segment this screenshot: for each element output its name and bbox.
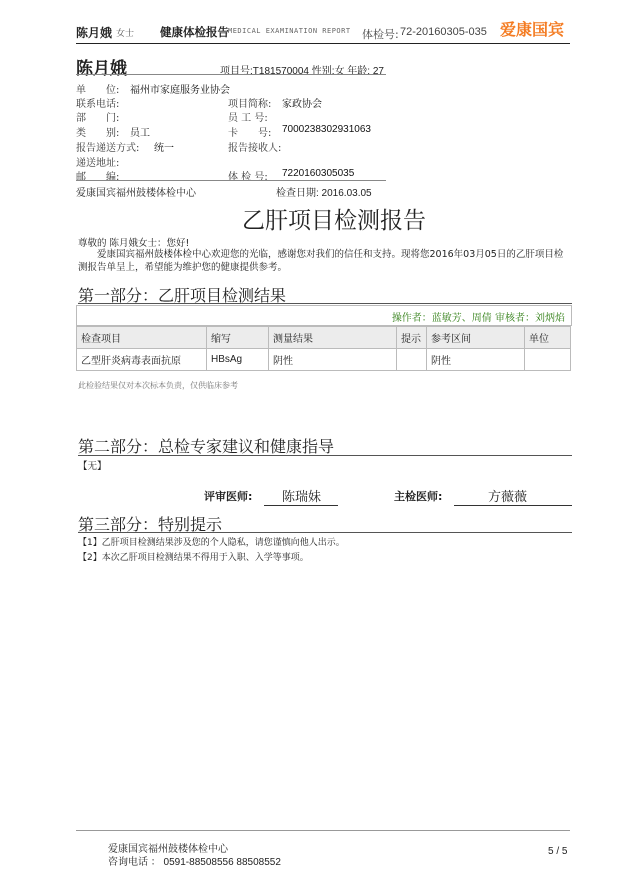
- section2-title: 第二部分：总检专家建议和健康指导: [78, 437, 335, 456]
- section1-title: 第一部分：乙肝项目检测结果: [78, 286, 287, 305]
- footer-divider: [76, 830, 570, 831]
- col-header-item: 检查项目: [77, 327, 207, 349]
- cell-item: 乙型肝炎病毒表面抗原: [77, 349, 207, 371]
- cell-hint: [397, 349, 427, 371]
- director-label: 主检医师:: [394, 490, 443, 503]
- cell-unit: [525, 349, 571, 371]
- field-value-card-no: 7000238302931063: [282, 124, 371, 135]
- tip-item: 【2】本次乙肝项目检测结果不得用于入职、入学等事项。: [78, 553, 309, 563]
- cell-result: 阴性: [269, 349, 397, 371]
- page-number: 5 / 5: [548, 846, 568, 857]
- table-row: [77, 349, 571, 371]
- director-signature-line: [454, 505, 572, 506]
- patient-meta: 项目号:T181570004 性别:女 年龄: 27: [220, 66, 384, 77]
- results-table: [76, 326, 571, 371]
- header-honorific: 女士: [116, 29, 135, 39]
- brand-logo: 爱康国宾: [500, 20, 565, 39]
- field-value-category: 员工: [130, 128, 150, 139]
- header-exam-no-label: 体检号:: [362, 28, 399, 41]
- report-title: 乙肝项目检测报告: [242, 208, 426, 234]
- reviewer-signature-line: [264, 505, 338, 506]
- section1-divider: [78, 303, 572, 304]
- col-header-ref: 参考区间: [427, 327, 525, 349]
- field-label-project: 项目简称:: [228, 99, 272, 110]
- check-date: 检查日期: 2016.03.05: [276, 188, 372, 199]
- field-label-unit: 单 位:: [76, 85, 120, 96]
- reviewer-signature: 陈瑞妹: [282, 490, 322, 505]
- fields-divider: [76, 180, 386, 181]
- field-value-unit: 福州市家庭服务业协会: [130, 85, 230, 96]
- footer-phone: 咨询电话 ： 0591-88508556 88508552: [108, 857, 281, 868]
- field-value-delivery: 统一: [154, 143, 174, 154]
- field-value-project: 家政协会: [282, 99, 322, 110]
- field-label-dept: 部 门:: [76, 113, 120, 124]
- section2-divider: [78, 455, 572, 456]
- col-header-result: 测量结果: [269, 327, 397, 349]
- field-label-postcode: 邮 编:: [76, 172, 120, 183]
- results-header-row: [77, 327, 571, 349]
- field-label-recipient: 报告接收人:: [228, 143, 282, 154]
- field-label-card-no: 卡 号:: [228, 128, 272, 139]
- exam-center-name: 爱康国宾福州鼓楼体检中心: [76, 188, 196, 199]
- tip-item: 【1】乙肝项目检测结果涉及您的个人隐私，请您谨慎向他人出示。: [78, 538, 345, 548]
- section2-content: 【无】: [78, 461, 107, 472]
- field-label-delivery: 报告递送方式:: [76, 143, 140, 154]
- results-disclaimer: 此检验结果仅对本次标本负责，仅供临床参考: [78, 381, 238, 390]
- patient-name: 陈月娥: [76, 59, 127, 79]
- field-value-exam-no: 7220160305035: [282, 168, 355, 179]
- col-header-hint: 提示: [397, 327, 427, 349]
- field-label-address: 递送地址:: [76, 158, 120, 169]
- field-label-exam-no: 体 检 号:: [228, 172, 268, 183]
- footer-center-name: 爱康国宾福州鼓楼体检中心: [108, 844, 228, 855]
- section3-divider: [78, 532, 572, 533]
- cell-ref: 阴性: [427, 349, 525, 371]
- operators-bar: [76, 305, 572, 326]
- header-exam-no: 72-20160305-035: [400, 26, 487, 38]
- operators-text: 操作者：蓝敏芳、周倩 审核者：刘炳焰: [391, 313, 565, 324]
- field-label-phone: 联系电话:: [76, 99, 120, 110]
- header-patient-name: 陈月娥: [76, 26, 113, 40]
- greeting: 尊敬的 陈月娥女士：您好!: [78, 238, 190, 249]
- director-signature: 方薇薇: [488, 490, 528, 505]
- field-label-category: 类 别:: [76, 128, 120, 139]
- field-label-employee-no: 员 工 号:: [228, 113, 268, 124]
- reviewer-label: 评审医师:: [204, 490, 253, 503]
- col-header-unit: 单位: [525, 327, 571, 349]
- intro-paragraph: 爱康国宾福州鼓楼体检中心欢迎您的光临，感谢您对我们的信任和支持。现将您2016年03月05日的乙肝项目检测报告单呈上，希望能为维护您的健康提供参考。: [78, 249, 564, 273]
- header-title: 健康体检报告: [160, 25, 229, 39]
- header-divider: [76, 43, 570, 44]
- patient-divider: [76, 74, 386, 75]
- col-header-abbr: 缩写: [207, 327, 269, 349]
- cell-abbr: HBsAg: [207, 349, 269, 371]
- header-title-en: MEDICAL EXAMINATION REPORT: [228, 27, 351, 35]
- section3-title: 第三部分：特别提示: [78, 515, 223, 534]
